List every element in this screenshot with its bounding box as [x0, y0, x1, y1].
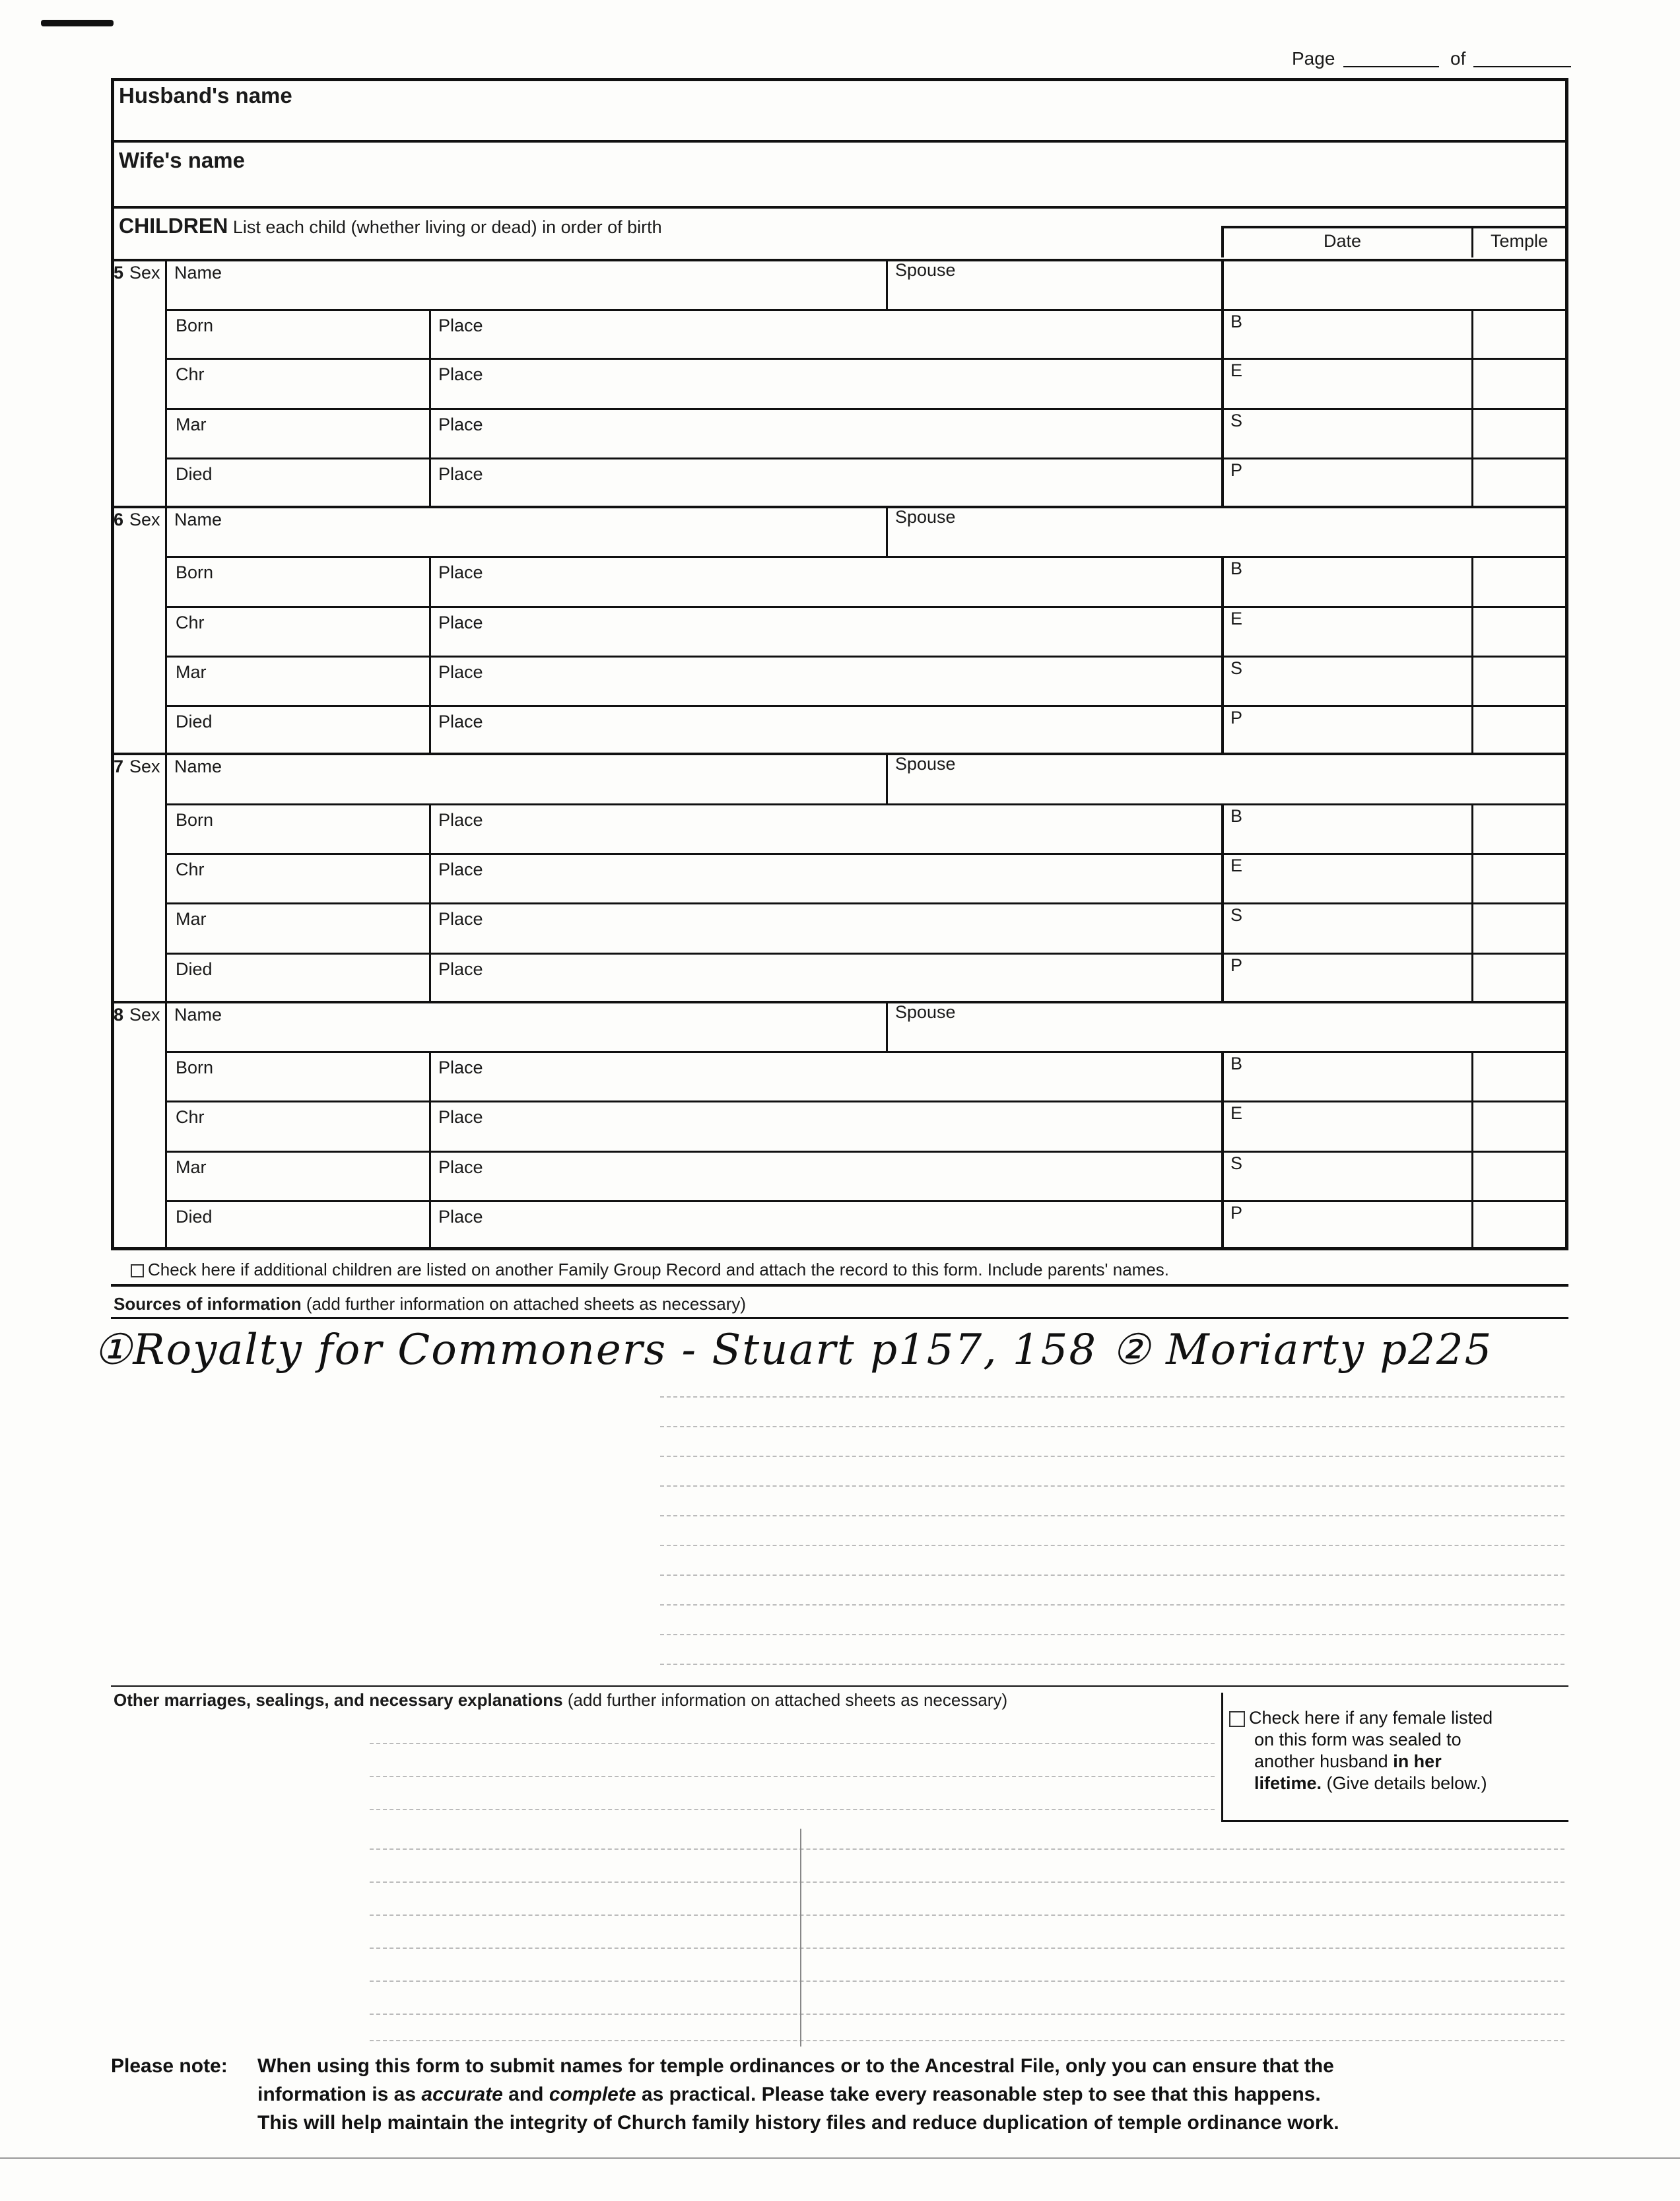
temple-divider — [1471, 556, 1473, 753]
sources-hint: (add further information on attached sheets as necessary) — [306, 1294, 747, 1314]
event-row-rule — [165, 309, 1568, 311]
event-date-field[interactable] — [168, 335, 426, 356]
additional-children-check[interactable] — [131, 1260, 1169, 1280]
ordinance-code: B — [1230, 1054, 1243, 1073]
place-label: Place — [438, 959, 483, 979]
event-date-field[interactable] — [168, 1177, 426, 1199]
source-ruled-line[interactable] — [660, 1664, 1564, 1665]
spouse-divider — [886, 1001, 888, 1051]
children-title: CHILDREN — [119, 214, 228, 238]
event-label: Died — [176, 959, 213, 979]
ordinance-date-field[interactable] — [1224, 905, 1469, 950]
event-label: Chr — [176, 1107, 205, 1127]
ordinance-code: E — [1230, 609, 1243, 628]
place-label: Place — [438, 860, 483, 879]
temple-divider — [1471, 803, 1473, 1001]
event-row-rule — [165, 408, 1568, 410]
event-row-rule — [165, 358, 1568, 360]
sealed-line4b: (Give details below.) — [1322, 1773, 1487, 1793]
event-label: Died — [176, 1207, 213, 1227]
spouse-divider — [886, 506, 888, 556]
event-date-field[interactable] — [168, 434, 426, 456]
spouse-label: Spouse — [895, 260, 956, 280]
event-row-rule — [165, 606, 1568, 608]
event-place-field[interactable] — [432, 632, 1219, 654]
child-sex-divider — [165, 506, 167, 753]
temple-field[interactable] — [1474, 460, 1564, 503]
event-label: Mar — [176, 415, 207, 434]
event-date-field[interactable] — [168, 582, 426, 605]
event-label: Mar — [176, 909, 207, 929]
event-place-field[interactable] — [432, 1127, 1219, 1149]
sex-label: Sex — [129, 510, 160, 529]
event-date-field[interactable] — [168, 929, 426, 951]
child-block-top-rule — [111, 259, 1568, 261]
date-header-divider — [1221, 259, 1224, 312]
event-place-field[interactable] — [432, 582, 1219, 605]
ordinance-code: E — [1230, 1103, 1243, 1123]
husband-name-field[interactable] — [114, 106, 1565, 139]
place-label: Place — [438, 415, 483, 434]
ordinance-date-field[interactable] — [1224, 806, 1469, 850]
spouse-name-field[interactable] — [889, 1021, 1564, 1048]
place-label: Place — [438, 562, 483, 582]
sources-label: Sources of information — [114, 1294, 302, 1314]
spouse-divider — [886, 753, 888, 803]
child-name-label: Name — [174, 1005, 222, 1025]
additional-children-text: Check here if additional children are listed on another Family Group Record and attach the record to this form. Include parents' names. — [148, 1260, 1169, 1279]
spouse-divider — [886, 259, 888, 309]
event-label: Chr — [176, 613, 205, 632]
date-divider — [1221, 803, 1224, 1001]
ordinance-date-field[interactable] — [1224, 658, 1469, 702]
source-ruled-line[interactable] — [660, 1515, 1564, 1516]
source-ruled-line[interactable] — [660, 1396, 1564, 1398]
place-divider — [429, 556, 431, 753]
event-date-field[interactable] — [168, 1127, 426, 1149]
place-label: Place — [438, 810, 483, 830]
ordinance-date-field[interactable] — [1224, 1103, 1469, 1148]
event-row-rule — [165, 705, 1568, 707]
ordinance-date-field[interactable] — [1224, 856, 1469, 900]
ordinance-code: P — [1230, 1203, 1243, 1223]
event-label: Born — [176, 1058, 214, 1077]
date-divider — [1221, 1051, 1224, 1250]
place-divider — [429, 1051, 431, 1250]
place-label: Place — [438, 712, 483, 731]
event-date-field[interactable] — [168, 484, 426, 504]
page-total-field[interactable] — [1473, 66, 1571, 67]
event-place-field[interactable] — [432, 1177, 1219, 1199]
place-divider — [429, 803, 431, 1001]
child-number: 5 — [114, 263, 124, 283]
source-ruled-line[interactable] — [660, 1456, 1564, 1457]
sex-label: Sex — [129, 757, 160, 776]
child-sex-field[interactable] — [111, 1001, 165, 1051]
place-label: Place — [438, 613, 483, 632]
event-date-field[interactable] — [168, 682, 426, 704]
event-label: Chr — [176, 860, 205, 879]
ordinance-code: B — [1230, 559, 1243, 578]
source-ruled-line[interactable] — [660, 1575, 1564, 1576]
event-row-rule — [165, 902, 1568, 904]
other-marriages-header — [114, 1690, 1007, 1710]
child-name-label: Name — [174, 510, 222, 529]
event-date-field[interactable] — [168, 632, 426, 654]
explanation-ruled-line[interactable] — [370, 1914, 1564, 1916]
spouse-name-field[interactable] — [889, 279, 1564, 306]
place-label: Place — [438, 1157, 483, 1177]
event-label: Died — [176, 464, 213, 484]
ordinance-code: P — [1230, 955, 1243, 975]
ordinance-code: B — [1230, 312, 1243, 331]
ordinance-date-field[interactable] — [1224, 559, 1469, 603]
sealed-line3a: another husband — [1254, 1751, 1394, 1771]
place-label: Place — [438, 316, 483, 335]
other-marriages-rule — [111, 1685, 1568, 1687]
sources-header — [114, 1294, 746, 1314]
ordinance-code: S — [1230, 1153, 1243, 1173]
event-row-rule — [165, 556, 1568, 558]
ordinance-date-field[interactable] — [1224, 609, 1469, 653]
place-label: Place — [438, 1207, 483, 1227]
event-date-field[interactable] — [168, 830, 426, 852]
event-row-rule — [165, 803, 1568, 805]
child-name-field[interactable] — [168, 279, 883, 306]
child-number: 7 — [114, 757, 124, 776]
ordinance-date-field[interactable] — [1224, 1203, 1469, 1248]
event-place-field[interactable] — [432, 879, 1219, 901]
sealed-line4a: lifetime. — [1254, 1773, 1322, 1793]
ordinance-date-field[interactable] — [1224, 460, 1469, 503]
child-name-label: Name — [174, 263, 222, 283]
temple-field[interactable] — [1474, 312, 1564, 355]
explanations-divider — [800, 1829, 801, 2047]
spouse-name-field[interactable] — [889, 525, 1564, 553]
bottom-rule — [0, 2157, 1680, 2159]
event-label: Mar — [176, 662, 207, 682]
event-date-field[interactable] — [168, 1227, 426, 1249]
child-name-label: Name — [174, 757, 222, 776]
event-label: Died — [176, 712, 213, 731]
husband-divider — [111, 140, 1568, 143]
temple-field[interactable] — [1474, 1203, 1564, 1248]
child-sex-divider — [165, 753, 167, 1001]
explanation-ruled-line[interactable] — [370, 1881, 1564, 1883]
child-sex-field[interactable] — [111, 753, 165, 803]
ordinance-code: P — [1230, 708, 1243, 728]
temple-divider — [1471, 309, 1473, 506]
ordinance-code: B — [1230, 806, 1243, 826]
sources-top-rule — [111, 1284, 1568, 1287]
ordinance-code: S — [1230, 658, 1243, 678]
ordinance-date-field[interactable] — [1224, 312, 1469, 355]
explanation-ruled-line[interactable] — [370, 2014, 1564, 2015]
temple-field[interactable] — [1474, 658, 1564, 702]
event-label: Chr — [176, 364, 205, 384]
please-note-line1: When using this form to submit names for temple ordinances or to the Ancestral File, only you can ensure that the — [257, 2055, 1334, 2077]
date-divider — [1221, 556, 1224, 753]
please-note-line3: This will help maintain the integrity of Church family history files and reduce duplication of temple ordinance work. — [257, 2112, 1339, 2134]
temple-field[interactable] — [1474, 1103, 1564, 1148]
place-label: Place — [438, 909, 483, 929]
explanation-ruled-line[interactable] — [370, 1809, 1215, 1810]
sealed-check-text[interactable] — [1229, 1707, 1493, 1794]
sealed-line1: Check here if any female listed — [1249, 1708, 1493, 1728]
spouse-name-field[interactable] — [889, 772, 1564, 801]
temple-field[interactable] — [1474, 905, 1564, 950]
source-ruled-line[interactable] — [660, 1426, 1564, 1427]
sources-handwritten-entry[interactable]: ①Royalty for Commoners - Stuart p157, 158 ② Moriarty p225 — [94, 1326, 1493, 1374]
place-label: Place — [438, 1107, 483, 1127]
explanation-ruled-line[interactable] — [370, 1743, 1215, 1744]
event-place-field[interactable] — [432, 335, 1219, 356]
temple-field[interactable] — [1474, 955, 1564, 998]
child-name-field[interactable] — [168, 772, 883, 801]
place-label: Place — [438, 662, 483, 682]
temple-field[interactable] — [1474, 806, 1564, 850]
date-divider — [1221, 309, 1224, 506]
explanation-ruled-line[interactable] — [370, 2040, 1564, 2041]
temple-field[interactable] — [1474, 411, 1564, 455]
event-date-field[interactable] — [168, 384, 426, 407]
top-mark — [41, 20, 114, 26]
other-marriages-label: Other marriages, sealings, and necessary explanations — [114, 1690, 563, 1710]
spouse-label: Spouse — [895, 1002, 956, 1022]
page-label: Page — [1292, 48, 1335, 69]
event-place-field[interactable] — [432, 1077, 1219, 1099]
sealed-line3b: in her — [1393, 1751, 1442, 1771]
event-row-rule — [165, 1200, 1568, 1202]
event-date-field[interactable] — [168, 1077, 426, 1099]
ordinance-date-field[interactable] — [1224, 708, 1469, 750]
temple-divider — [1471, 1051, 1473, 1250]
temple-field[interactable] — [1474, 708, 1564, 750]
child-sex-field[interactable] — [111, 259, 165, 309]
temple-field[interactable] — [1474, 609, 1564, 653]
ordinance-code: P — [1230, 460, 1243, 480]
spouse-label: Spouse — [895, 507, 956, 527]
spouse-label: Spouse — [895, 754, 956, 774]
event-row-rule — [165, 656, 1568, 658]
ordinance-code: E — [1230, 360, 1243, 380]
event-date-field[interactable] — [168, 879, 426, 901]
event-place-field[interactable] — [432, 979, 1219, 999]
wife-divider — [111, 206, 1568, 209]
child-name-field[interactable] — [168, 1021, 883, 1048]
ordinance-date-field[interactable] — [1224, 1054, 1469, 1098]
child-block-top-rule — [111, 506, 1568, 508]
event-row-rule — [165, 1100, 1568, 1102]
source-ruled-line[interactable] — [660, 1485, 1564, 1487]
event-label: Mar — [176, 1157, 207, 1177]
child-sex-divider — [165, 259, 167, 506]
event-place-field[interactable] — [432, 929, 1219, 951]
explanation-ruled-line[interactable] — [370, 1848, 1564, 1850]
ordinance-code: E — [1230, 856, 1243, 875]
sealed-line2: on this form was sealed to — [1254, 1730, 1462, 1749]
temple-field[interactable] — [1474, 856, 1564, 900]
place-label: Place — [438, 464, 483, 484]
husband-name-label: Husband's name — [119, 83, 292, 108]
sex-label: Sex — [129, 263, 160, 283]
place-label: Place — [438, 364, 483, 384]
wife-name-field[interactable] — [114, 170, 1565, 205]
event-row-rule — [165, 1051, 1568, 1053]
event-place-field[interactable] — [432, 830, 1219, 852]
explanation-ruled-line[interactable] — [370, 1981, 1564, 1982]
event-place-field[interactable] — [432, 682, 1219, 704]
event-row-rule — [165, 1151, 1568, 1153]
event-date-field[interactable] — [168, 979, 426, 999]
place-divider — [429, 309, 431, 506]
please-note-line2: information is as accurate and complete as practical. Please take every reasonable step to see that this happens. — [257, 2083, 1321, 2105]
event-row-rule — [165, 853, 1568, 855]
source-ruled-line[interactable] — [660, 1545, 1564, 1546]
ordinance-code: S — [1230, 411, 1243, 430]
event-place-field[interactable] — [432, 434, 1219, 456]
child-sex-divider — [165, 1001, 167, 1250]
date-header: Date — [1324, 231, 1362, 251]
checkbox-icon[interactable] — [131, 1264, 144, 1277]
sources-rule — [111, 1317, 1568, 1319]
source-ruled-line[interactable] — [660, 1604, 1564, 1606]
temple-header-divider — [1471, 226, 1473, 257]
event-row-rule — [165, 953, 1568, 955]
checkbox-icon[interactable] — [1229, 1711, 1245, 1727]
temple-field[interactable] — [1474, 559, 1564, 603]
temple-field[interactable] — [1474, 1054, 1564, 1098]
child-number: 6 — [114, 510, 124, 529]
event-place-field[interactable] — [432, 384, 1219, 407]
sex-label: Sex — [129, 1005, 160, 1025]
child-name-field[interactable] — [168, 525, 883, 553]
event-label: Born — [176, 316, 214, 335]
temple-field[interactable] — [1474, 360, 1564, 405]
temple-field[interactable] — [1474, 1153, 1564, 1198]
wife-name-label: Wife's name — [119, 148, 245, 172]
ordinance-date-field[interactable] — [1224, 360, 1469, 405]
explanation-ruled-line[interactable] — [370, 1947, 1564, 1949]
children-subtitle: List each child (whether living or dead) in order of birth — [232, 217, 662, 237]
event-place-field[interactable] — [432, 1227, 1219, 1249]
ordinance-code: S — [1230, 905, 1243, 925]
event-place-field[interactable] — [432, 484, 1219, 504]
children-header — [119, 214, 662, 238]
of-label: of — [1450, 48, 1466, 69]
event-label: Born — [176, 810, 214, 830]
page-number-field[interactable] — [1343, 66, 1439, 67]
source-ruled-line[interactable] — [660, 1634, 1564, 1635]
other-marriages-hint: (add further information on attached sheets as necessary) — [567, 1690, 1008, 1710]
temple-header: Temple — [1491, 231, 1549, 251]
please-note-label: Please note: — [111, 2055, 228, 2077]
place-label: Place — [438, 1058, 483, 1077]
child-block-top-rule — [111, 1001, 1568, 1003]
ordinance-date-field[interactable] — [1224, 411, 1469, 455]
child-number: 8 — [114, 1005, 124, 1025]
event-row-rule — [165, 457, 1568, 459]
ordinance-date-field[interactable] — [1224, 955, 1469, 998]
event-place-field[interactable] — [432, 731, 1219, 751]
event-label: Born — [176, 562, 214, 582]
child-sex-field[interactable] — [111, 506, 165, 556]
child-block-top-rule — [111, 753, 1568, 755]
event-date-field[interactable] — [168, 731, 426, 751]
explanation-ruled-line[interactable] — [370, 1776, 1215, 1777]
ordinance-date-field[interactable] — [1224, 1153, 1469, 1198]
